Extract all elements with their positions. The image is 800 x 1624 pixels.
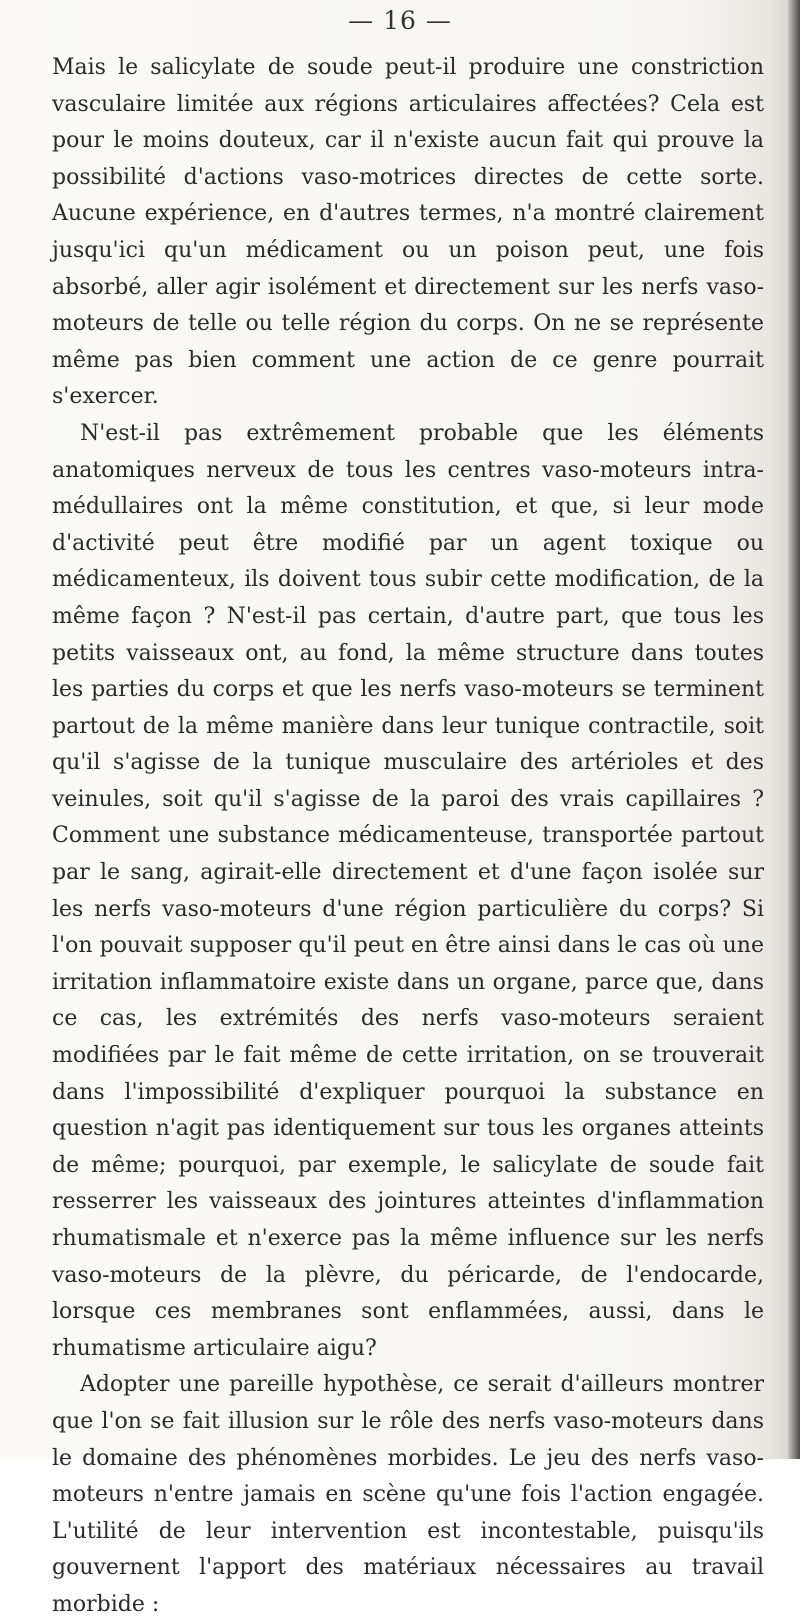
paragraph-2: N'est-il pas extrêmement probable que les éléments anatomiques nerveux de tous les centres vaso-moteurs intra-médullaires ont la même constitution, et que, si leur mode d'activité peut être modifié par un agent toxique ou médicamenteux, ils doivent tous subir cette modification, de la même façon ? N'est-il pas certain, d'autre part, que tous les petits vaisseaux ont, au fond, la même structure dans toutes les parties du corps et que les nerfs vaso-moteurs se terminent partout de la même manière dans leur tunique contractile, soit qu'il s'agisse de la tunique musculaire des artérioles et des veinules, soit qu'il s'agisse de la paroi des vrais capillaires ? Comment une substance médicamenteuse, transportée partout par le sang, agirait-elle directement et d'une façon isolée sur les nerfs vaso-moteurs d'une région particulière du corps? Si l'on pouvait supposer qu'il peut en être ainsi dans le cas où une irritation inflammatoire existe dans un organe, parce que, dans ce cas, les extrémités des nerfs vaso-moteurs seraient modifiées par le fait même de cette irritation, on se trouverait dans l'impossibilité d'expliquer pourquoi la substance en question n'agit pas identiquement sur tous les organes atteints de même; pourquoi, par exemple, le salicylate de soude fait resserrer les vaisseaux des jointures atteintes d'inflammation rhumatismale et n'exerce pas la même influence sur les nerfs vaso-moteurs de la plèvre, du péricarde, de l'endocarde, lorsque ces membranes sont enflammées, aussi, dans le rhumatisme articulaire aigu? <box>52 420 764 1361</box>
page-number-header: — 16 — <box>348 6 452 35</box>
page-edge-shadow <box>788 0 800 1459</box>
paragraph-3: Adopter une pareille hypothèse, ce serait d'ailleurs montrer que l'on se fait illusion sur le rôle des nerfs vaso-moteurs dans le domaine des phénomènes morbides. Le jeu des nerfs vaso-moteurs n'entre jamais en scène qu'une fois l'action engagée. L'utilité de leur intervention est incontestable, puisqu'ils gouvernent l'apport des matériaux nécessaires au travail morbide : <box>52 1372 764 1617</box>
page-body <box>52 50 764 1624</box>
paragraph-1: Mais le salicylate de soude peut-il produire une constriction vasculaire limitée aux régions articulaires affectées? Cela est pour le moins douteux, car il n'existe aucun fait qui prouve la possibilité d'actions vaso-motrices directes de cette sorte. Aucune expérience, en d'autres termes, n'a montré clairement jusqu'ici qu'un médicament ou un poison peut, une fois absorbé, aller agir isolément et directement sur les nerfs vaso-moteurs de telle ou telle région du corps. On ne se représente même pas bien comment une action de ce genre pourrait s'exercer. <box>52 55 764 410</box>
